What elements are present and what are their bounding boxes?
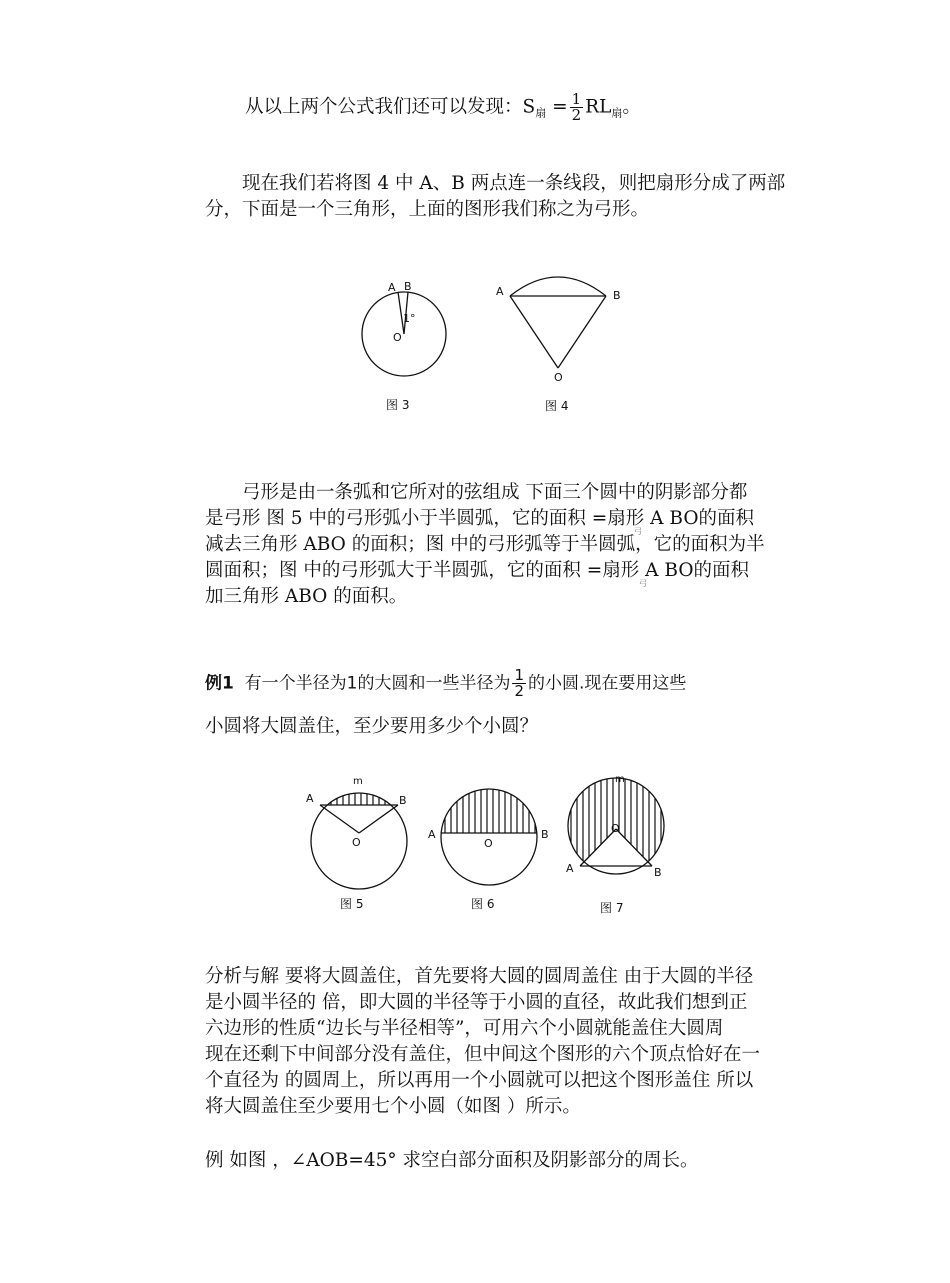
para-bow-line2: 是弓形 图 5 中的弓形弧小于半圆弧，它的面积 =扇形 A BO的面积 xyxy=(205,508,755,529)
tiny-mark-2: 弓 xyxy=(639,579,647,588)
figure-3 xyxy=(362,280,446,412)
fig4-side-b xyxy=(558,296,606,368)
fig6-label-o: O xyxy=(484,837,493,850)
fig5-radius-a xyxy=(320,805,359,833)
analysis-line2: 是小圆半径的 倍，即大圆的半径等于小圆的直径，故此我们想到正 xyxy=(205,992,748,1013)
fig4-arc xyxy=(510,277,606,296)
fig3-label-o: O xyxy=(393,331,402,344)
example1-text-a: 有一个半径为1的大圆和一些半径为 xyxy=(244,673,511,694)
fig6-shaded-semicircle xyxy=(440,789,538,833)
figure-7 xyxy=(560,774,672,915)
fig6-label-b: B xyxy=(541,828,549,841)
fig7-label-b: B xyxy=(654,866,662,879)
formula-frac-num: 1 xyxy=(571,90,582,108)
fig3-label-angle: 1° xyxy=(403,312,416,325)
figure-5 xyxy=(300,776,420,911)
para-segment-line1: 现在我们若将图 4 中 A、B 两点连一条线段，则把扇形分成了两部 xyxy=(242,173,786,194)
formula-s: S xyxy=(522,96,536,118)
fig3-label-b: B xyxy=(404,280,412,293)
fig7-label-o: O xyxy=(611,822,620,835)
fig7-label-m: m xyxy=(615,774,625,785)
example1-frac-num: 1 xyxy=(514,666,525,684)
fig7-label-a: A xyxy=(566,862,574,875)
example1-line2: 小圆将大圆盖住，至少要用多少个小圆？ xyxy=(205,716,539,737)
para-bow-line1: 弓形是由一条弧和它所对的弦组成 下面三个圆中的阴影部分都 xyxy=(242,482,748,503)
fig4-label-a: A xyxy=(496,285,504,298)
example1-text-b: 的小圆.现在要用这些 xyxy=(528,673,687,694)
fig5-label-a: A xyxy=(306,792,314,805)
formula-end: 。 xyxy=(622,96,641,118)
fig5-label-b: B xyxy=(399,794,407,807)
para-segment-line2: 分，下面是一个三角形，上面的图形我们称之为弓形。 xyxy=(205,199,650,220)
analysis-line4: 现在还剩下中间部分没有盖住，但中间这个图形的六个顶点恰好在一 xyxy=(205,1044,761,1065)
formula-rl: RL xyxy=(585,96,612,118)
formula-sub2: 扇 xyxy=(611,106,623,120)
para-bow-line5: 加三角形 ABO 的面积。 xyxy=(205,586,408,607)
fig7-caption: 图 7 xyxy=(600,901,624,915)
analysis-line3: 六边形的性质“边长与半径相等”，可用六个小圆就能盖住大圆周 xyxy=(205,1018,724,1039)
fig4-caption: 图 4 xyxy=(545,399,569,413)
fig5-label-o: O xyxy=(352,836,361,849)
fig4-side-a xyxy=(510,296,558,368)
para-bow-line4: 圆面积；图 中的弓形弧大于半圆弧，它的面积 =扇形 A BO的面积 xyxy=(205,560,749,581)
analysis-line1: 分析与解 要将大圆盖住，首先要将大圆的圆周盖住 由于大圆的半径 xyxy=(205,966,754,987)
example1-label: 例1 xyxy=(205,673,234,694)
fig5-label-m: m xyxy=(353,776,363,787)
formula-sub: 扇 xyxy=(535,106,547,120)
example2-line: 例 如图 ，∠AOB=45° 求空白部分面积及阴影部分的周长。 xyxy=(205,1150,699,1171)
para-bow-line3: 减去三角形 ABO 的面积；图 中的弓形弧等于半圆弧，它的面积为半 xyxy=(205,534,765,555)
analysis-line5: 个直径为 的圆周上，所以再用一个小圆就可以把这个图形盖住 所以 xyxy=(205,1070,754,1091)
fig6-caption: 图 6 xyxy=(471,897,495,911)
fig4-label-o: O xyxy=(554,371,563,384)
fig6-label-a: A xyxy=(428,828,436,841)
formula-frac-den: 2 xyxy=(571,106,582,124)
example1-frac-den: 2 xyxy=(514,682,525,700)
fig3-label-a: A xyxy=(388,281,396,294)
figure-4 xyxy=(496,277,621,413)
analysis-line6: 将大圆盖住至少要用七个小圆（如图 ）所示。 xyxy=(205,1096,581,1117)
fig5-caption: 图 5 xyxy=(340,897,364,911)
figure-6 xyxy=(428,789,549,911)
formula-prefix: 从以上两个公式我们还可以发现： xyxy=(245,96,523,118)
formula-equals: = xyxy=(552,96,568,118)
fig5-radius-b xyxy=(359,805,398,833)
fig3-caption: 图 3 xyxy=(386,398,410,412)
tiny-mark-1: 弓 xyxy=(634,527,642,536)
fig4-label-b: B xyxy=(613,289,621,302)
